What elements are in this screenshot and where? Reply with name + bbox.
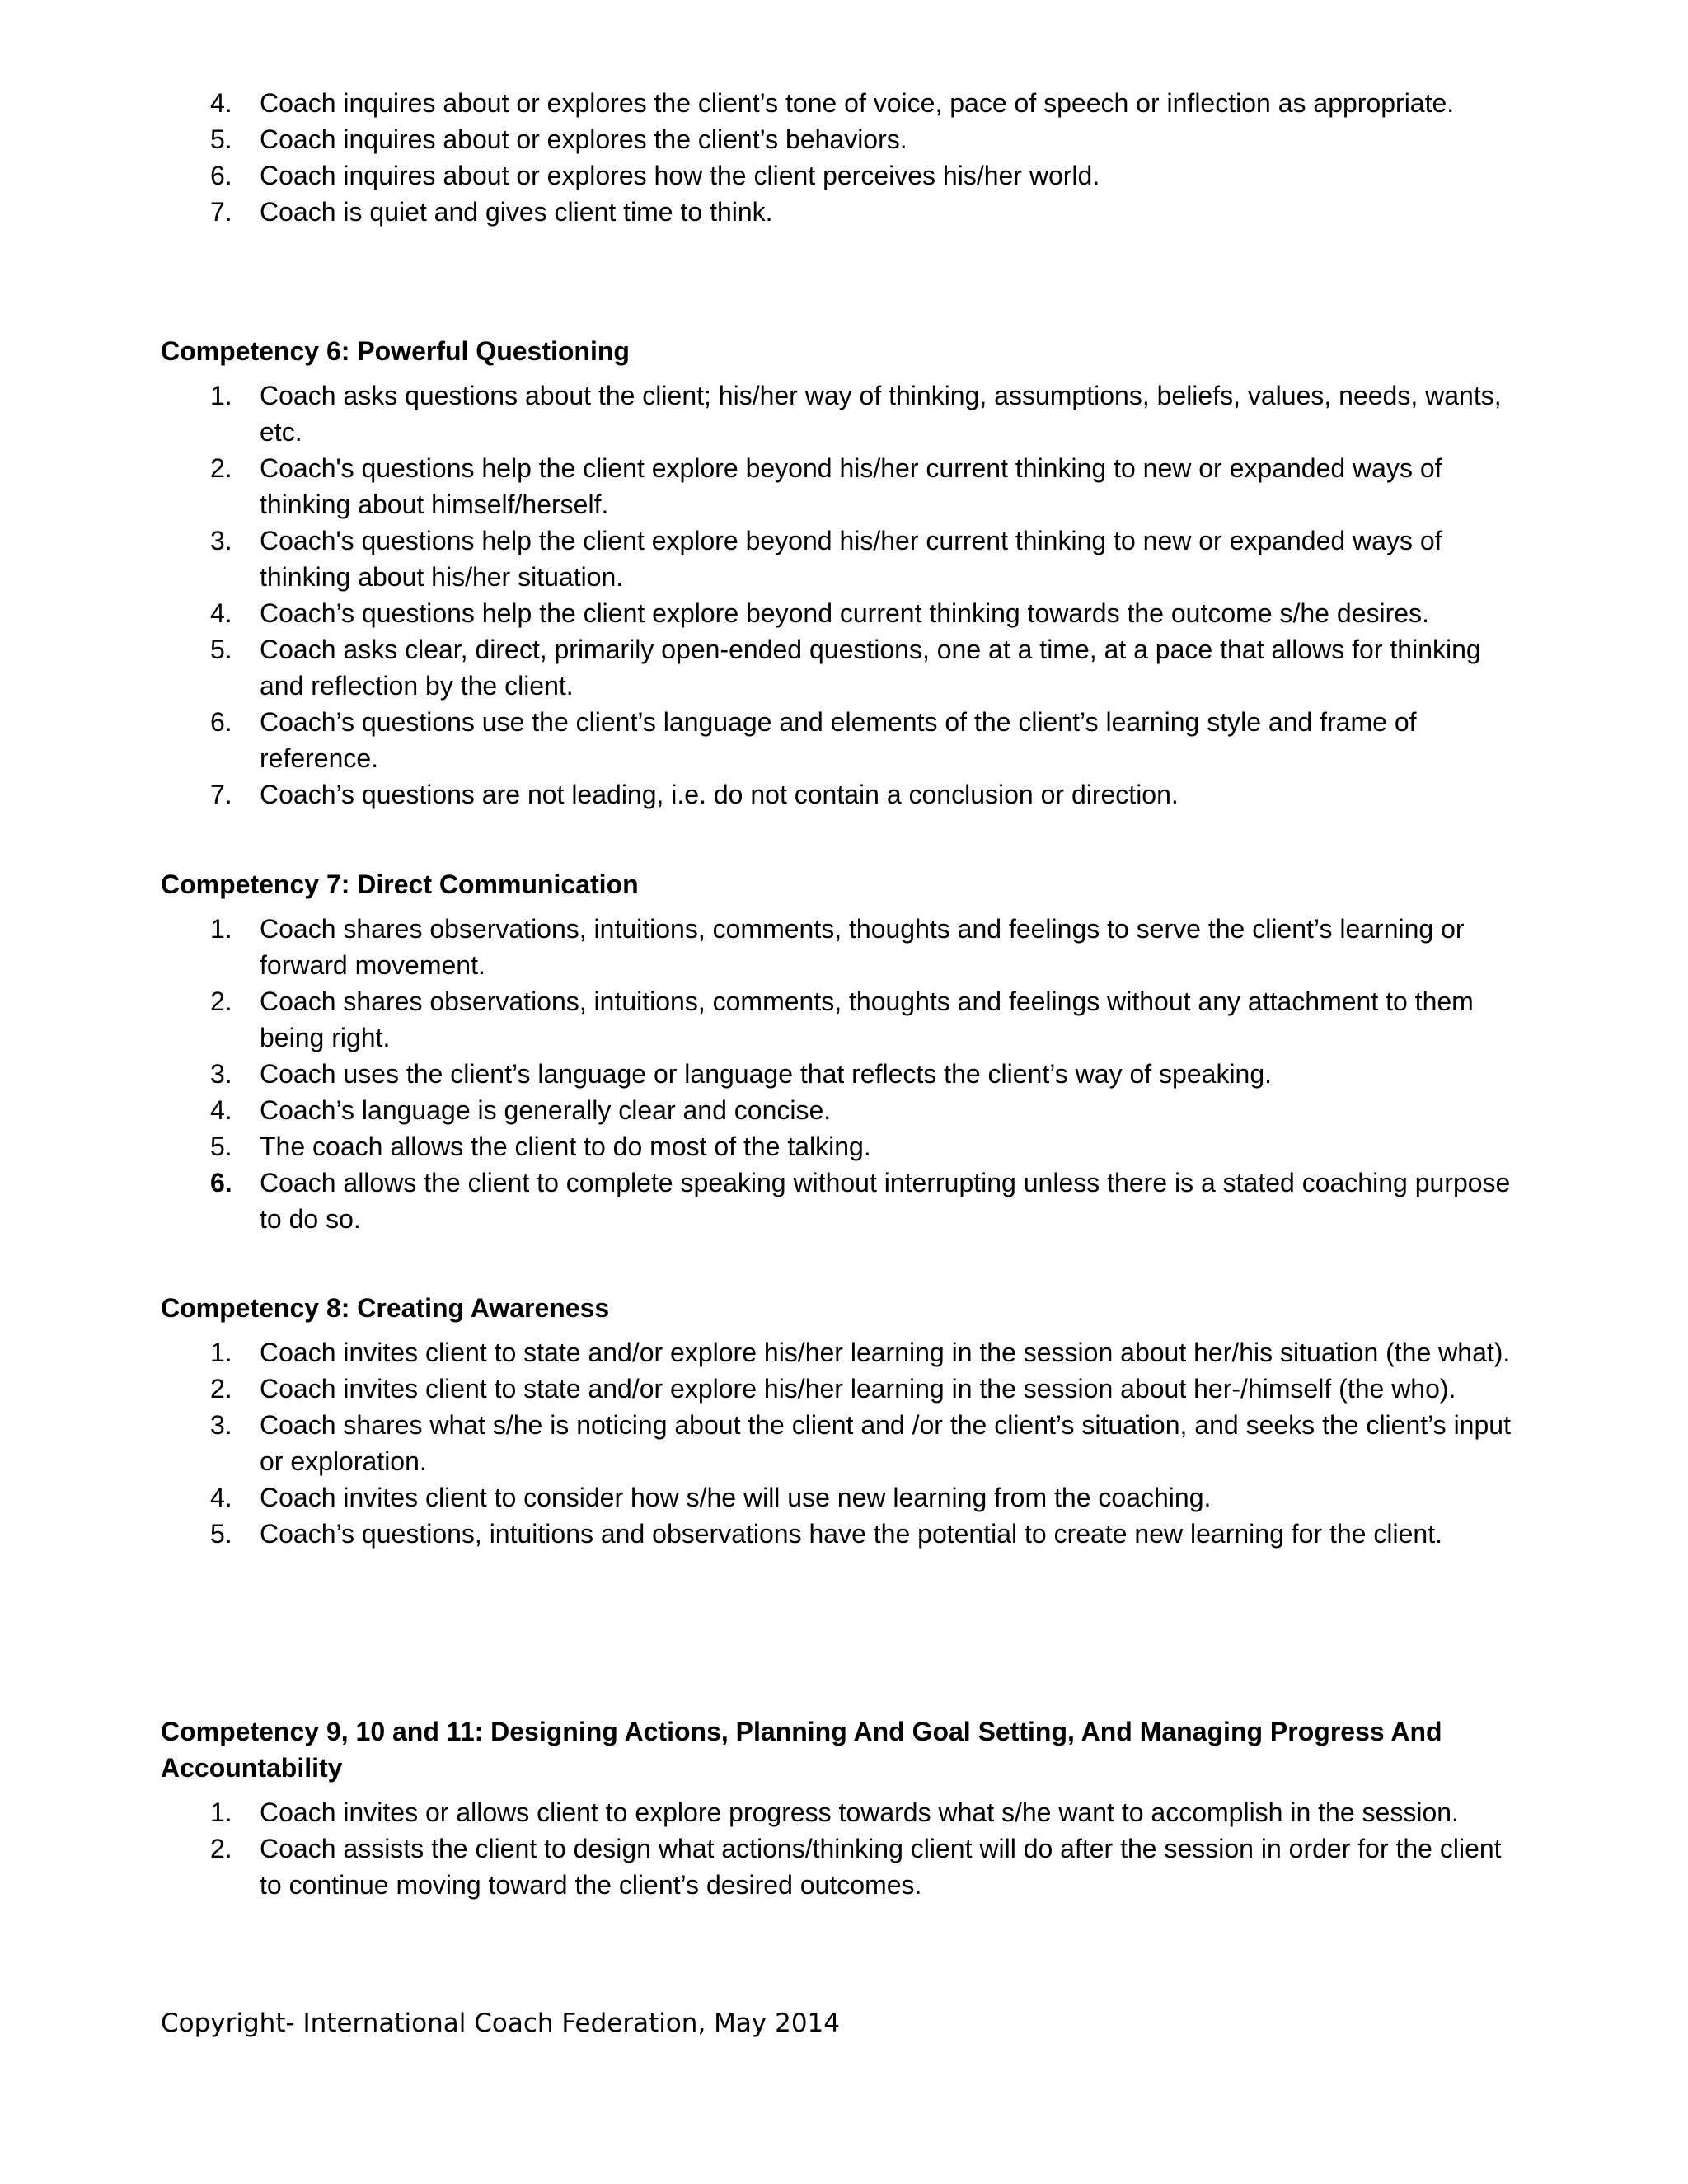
list-number: 1. (210, 914, 232, 944)
list-number: 2. (210, 453, 232, 483)
list-item (161, 121, 1512, 157)
list-item (161, 1516, 1512, 1552)
list-number: 4. (210, 598, 232, 628)
list-item (161, 450, 1512, 523)
continued-list-block (161, 85, 1512, 230)
section-competency-8 (161, 1290, 1512, 1552)
list-item (161, 1830, 1512, 1903)
list-item-text: Coach inquires about or explores how the client perceives his/her world. (260, 161, 1100, 190)
list-item-text: Coach's questions help the client explore beyond his/her current thinking to new or expanded ways of thinking about his/her situation. (260, 526, 1442, 592)
list-number: 3. (210, 526, 232, 555)
list-item-text: Coach’s language is generally clear and concise. (260, 1095, 832, 1125)
list-number: 6. (210, 707, 232, 737)
list-item-text: Coach invites client to state and/or explore his/her learning in the session about her/his situation (the what). (260, 1338, 1511, 1367)
list-item (161, 1092, 1512, 1128)
list-item (161, 157, 1512, 194)
list-item-text: Coach’s questions, intuitions and observations have the potential to create new learning for the client. (260, 1519, 1442, 1549)
section-list (161, 1794, 1512, 1903)
list-item (161, 1128, 1512, 1165)
list-number: 5. (210, 1519, 232, 1549)
list-item (161, 595, 1512, 631)
list-item-text: Coach invites client to state and/or explore his/her learning in the session about her-/himself (the who). (260, 1374, 1456, 1404)
list-number: 6. (210, 1168, 232, 1197)
list-number: 7. (210, 780, 232, 809)
list-item (161, 704, 1512, 776)
list-item (161, 1371, 1512, 1407)
list-item (161, 776, 1512, 813)
list-item (161, 1334, 1512, 1371)
section-competency-7 (161, 866, 1512, 1237)
list-item (161, 911, 1512, 983)
list-item-text: Coach's questions help the client explore beyond his/her current thinking to new or expanded ways of thinking about himself/herself. (260, 453, 1442, 519)
section-list (161, 1334, 1512, 1552)
list-item (161, 1479, 1512, 1516)
list-item-text: Coach shares observations, intuitions, comments, thoughts and feelings to serve the client’s learning or forward movement. (260, 914, 1465, 980)
list-item (161, 1056, 1512, 1092)
list-number: 1. (210, 1797, 232, 1827)
section-heading: Competency 6: Powerful Questioning (161, 336, 630, 366)
list-item-text: The coach allows the client to do most of the talking. (260, 1132, 871, 1161)
section-list (161, 911, 1512, 1237)
list-item-text: Coach invites client to consider how s/he will use new learning from the coaching. (260, 1483, 1212, 1512)
section-competency-6 (161, 333, 1512, 813)
list-item-text: Coach invites or allows client to explore progress towards what s/he want to accomplish in the session. (260, 1797, 1459, 1827)
list-number: 3. (210, 1410, 232, 1440)
list-item (161, 631, 1512, 704)
section-competency-9-10-11 (161, 1713, 1512, 1903)
list-number: 1. (210, 1338, 232, 1367)
list-item-text: Coach assists the client to design what actions/thinking client will do after the session in order for the client to continue moving toward the client’s desired outcomes. (260, 1834, 1502, 1900)
list-item-text: Coach’s questions help the client explore beyond current thinking towards the outcome s/he desires. (260, 598, 1429, 628)
list-item-text: Coach allows the client to complete speaking without interrupting unless there is a stated coaching purpose to do so. (260, 1168, 1511, 1234)
list-item-text: Coach asks questions about the client; his/her way of thinking, assumptions, beliefs, values, needs, wants, etc. (260, 381, 1502, 447)
list-item-text: Coach shares what s/he is noticing about the client and /or the client’s situation, and seeks the client’s input or exploration. (260, 1410, 1511, 1476)
list-number: 4. (210, 1483, 232, 1512)
list-number: 3. (210, 1059, 232, 1089)
list-item (161, 1794, 1512, 1830)
list-item (161, 1407, 1512, 1479)
copyright-footer: Copyright- International Coach Federation, May 2014 (161, 2008, 840, 2038)
list-item (161, 377, 1512, 450)
section-list (161, 377, 1512, 813)
list-item-text: Coach’s questions are not leading, i.e. do not contain a conclusion or direction. (260, 780, 1179, 809)
list-number: 5. (210, 1132, 232, 1161)
list-number: 1. (210, 381, 232, 410)
list-number: 2. (210, 987, 232, 1016)
list-item (161, 194, 1512, 230)
list-number: 4. (210, 1095, 232, 1125)
list-number: 2. (210, 1834, 232, 1863)
list-item (161, 85, 1512, 121)
list-number: 4. (210, 88, 232, 118)
list-item-text: Coach inquires about or explores the client’s tone of voice, pace of speech or inflection as appropriate. (260, 88, 1455, 118)
list-number: 5. (210, 635, 232, 664)
list-number: 5. (210, 124, 232, 154)
list-item-text: Coach inquires about or explores the client’s behaviors. (260, 124, 907, 154)
continued-list (161, 85, 1512, 230)
list-number: 6. (210, 161, 232, 190)
list-item (161, 1165, 1512, 1237)
list-item-text: Coach is quiet and gives client time to think. (260, 197, 773, 227)
list-item-text: Coach asks clear, direct, primarily open-ended questions, one at a time, at a pace that allows for thinking and reflection by the client. (260, 635, 1481, 701)
section-heading: Competency 9, 10 and 11: Designing Actions, Planning And Goal Setting, And Managing Progress And Accountability (161, 1717, 1442, 1783)
list-item-text: Coach uses the client’s language or language that reflects the client’s way of speaking. (260, 1059, 1273, 1089)
list-item (161, 983, 1512, 1056)
section-heading: Competency 8: Creating Awareness (161, 1293, 610, 1323)
section-heading: Competency 7: Direct Communication (161, 869, 639, 899)
list-item-text: Coach shares observations, intuitions, comments, thoughts and feelings without any attachment to them being right. (260, 987, 1474, 1052)
list-number: 7. (210, 197, 232, 227)
list-item (161, 523, 1512, 595)
list-number: 2. (210, 1374, 232, 1404)
list-item-text: Coach’s questions use the client’s language and elements of the client’s learning style and frame of reference. (260, 707, 1417, 773)
